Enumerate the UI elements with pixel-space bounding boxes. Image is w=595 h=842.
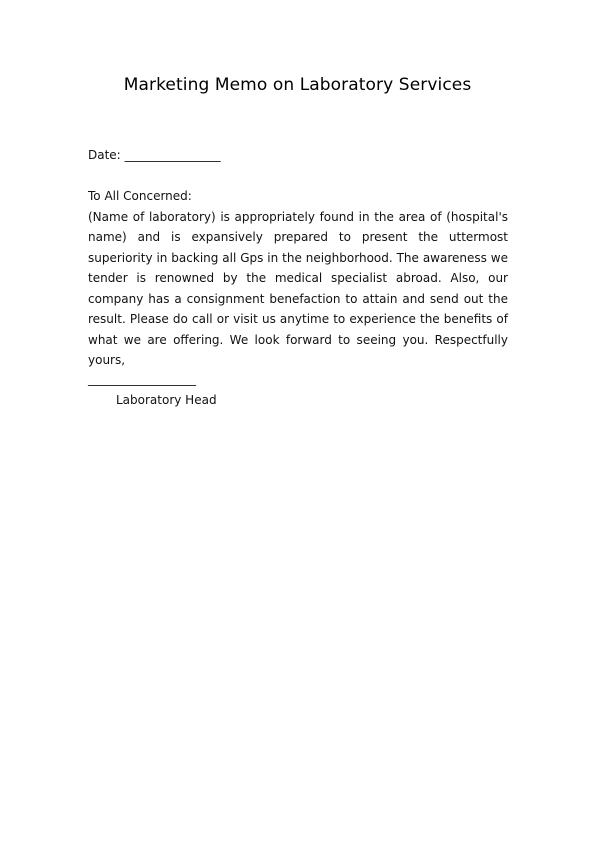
body-paragraph: (Name of laboratory) is appropriately found in the area of (hospital's name) and is expansively prepared to present the uttermost superiority in backing all Gps in the neighborhood. The awareness we tender is renowned by the medical specialist abroad. Also, our company has a consignment benefaction to attain and send out the result. Please do call or visit us anytime to experience the benefits of what we are offering. We look forward to seeing you. Respectfully yours, (88, 209, 508, 367)
signature-line: __________________ (88, 372, 196, 386)
date-line (88, 147, 221, 163)
memo-body (88, 186, 508, 371)
date-blank: ________________ (124, 148, 221, 162)
memo-title: Marketing Memo on Laboratory Services (123, 75, 472, 95)
salutation: To All Concerned: (88, 189, 192, 203)
signature-name: Laboratory Head (116, 393, 217, 407)
date-label: Date: (88, 148, 121, 162)
